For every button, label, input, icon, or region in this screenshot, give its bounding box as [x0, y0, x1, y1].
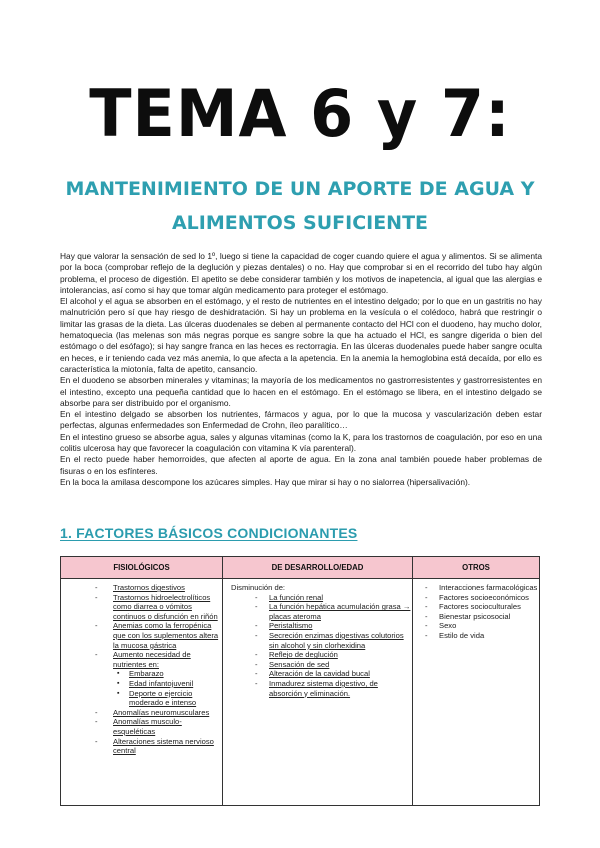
section-heading: 1. FACTORES BÁSICOS CONDICIONANTES [60, 525, 358, 541]
paragraph: En el duodeno se absorben minerales y vitaminas; la mayoría de los medicamentos no gastrorresistentes y gastrorresistentes en el intestino, excepto una pequeña cantidad que lo hacen en el estómago. En el estómago se libera, en el intestino delgado se absorbe para ser distribuido por el organismo. [60, 375, 542, 408]
subtitle-line-1: MANTENIMIENTO DE UN APORTE DE AGUA Y [65, 178, 535, 200]
list-item: - Estilo de vida [413, 631, 539, 641]
column-lead: Disminución de: [231, 583, 286, 592]
body-text [60, 251, 542, 488]
paragraph: En la boca la amilasa descompone los azúcares simples. Hay que mirar si hay o no sialorrea (hipersalivación). [60, 476, 471, 487]
column-fisiologicos [61, 579, 223, 806]
list-item: - Alteración de la cavidad bucal [223, 669, 412, 679]
list-item: - Trastornos digestivos [61, 583, 222, 593]
list-item: - Anomalías musculo-esqueléticas [61, 717, 222, 736]
sub-list-item: ▪ Deporte o ejercicio moderado e intenso [61, 689, 222, 708]
list-item: - Sensación de sed [223, 660, 412, 670]
list-item: - Anomalías neuromusculares [61, 708, 222, 718]
list-item: - La función hepática acumulación grasa → placas ateroma [223, 602, 412, 621]
list-item: - La función renal [223, 593, 412, 603]
list-item: - Trastornos hidroelectrolíticos como diarrea o vómitos continuos o disfunción en riñón [61, 593, 222, 622]
paragraph: En el intestino delgado se absorben los nutrientes, fármacos y agua, por lo que la mucosa y vascularización deben estar perfectas, algunas enfermedades son Enfermedad de Crohn, íleo paralítico… [60, 409, 542, 431]
list-item: - Factores socioculturales [413, 602, 539, 612]
header-otros: OTROS [462, 563, 490, 572]
column-otros [413, 579, 539, 806]
page-title: TEMA 6 y 7: [89, 75, 511, 152]
header-desarrollo-edad: DE DESARROLLO/EDAD [223, 557, 413, 578]
paragraph: El alcohol y el agua se absorben en el estómago, y el resto de nutrientes en el intestino delgado; por lo que en un gastritis no hay malnutrición pero sí que hay riesgo de deshidratación. Si hay un problema en la vesícula o el colédoco, habrá que restringir o limitar las grasas de la dieta. Las úlceras duodenales se deben al permanente contacto del HCl con el duodeno, hay mucho dolor, hematoquecia (las melenas son más negras porque es sangre sobre la que ha actuado el HCl, es sangre digerida o bien del estómago o del esófago); si hay sangre franca en las heces es rectorragia. En las úlceras duodenales puede haber sangre oculta en heces, e ir teniendo cada vez más anemia, lo que afecta a la apetencia. En la anemia la hemoglobina está decaída, por ello es característica la miotonía, falta de apetito, cansancio. [60, 296, 542, 374]
table-body [61, 579, 539, 806]
header-fisiologicos: FISIOLÓGICOS [61, 557, 223, 578]
list-item: - Sexo [413, 621, 539, 631]
list-item: - Inmadurez sistema digestivo, de absorción y eliminación. [223, 679, 412, 698]
list-item: - Alteraciones sistema nervioso central [61, 737, 222, 756]
subtitle [40, 172, 560, 240]
table-header-row [61, 557, 539, 579]
list-item: - Peristaltismo [223, 621, 412, 631]
column-desarrollo-edad [223, 579, 413, 806]
list-item: - Bienestar psicosocial [413, 612, 539, 622]
sub-list-item: ▪ Embarazo [61, 669, 222, 679]
subtitle-line-2: ALIMENTOS SUFICIENTE [171, 212, 429, 234]
list-item: - Secreción enzimas digestivas colutorios sin alcohol y sin clorhexidina [223, 631, 412, 650]
paragraph: Hay que valorar la sensación de sed lo 1º, luego si tiene la capacidad de coger cuando quiere el agua y alimentos. Si se alimenta por la boca (comprobar reflejo de la deglución y piezas dentales) o no. Hay que comprobar si en el recorrido del tubo hay algún problema, el proceso de digestión. El apetito se debe considerar también y los motivos de inapetencia, al igual que las alergias e intolerancias, así como si hay que tomar algún medicamento para proteger el estómago. [60, 251, 542, 295]
list-item: - Aumento necesidad de nutrientes en: [61, 650, 222, 669]
list-item: - Interacciones farmacológicas [413, 583, 539, 593]
list-item: - Anemias como la ferropénica que con los suplementos altera la mucosa gástrica [61, 621, 222, 650]
sub-list-item: ▪ Edad infantojuvenil [61, 679, 222, 689]
paragraph: En el intestino grueso se absorbe agua, sales y algunas vitaminas (como la K, para los trastornos de coagulación, por eso en una colitis ulcerosa hay que favorecer la coagulación con vitamina K vía parenteral). [60, 431, 542, 454]
factors-table [60, 556, 540, 806]
list-item: - Reflejo de deglución [223, 650, 412, 660]
list-item: - Factores socioeconómicos [413, 593, 539, 603]
paragraph: En el recto puede haber hemorroides, que afecten al aporte de agua. En la zona anal también pouede haber problemas de fisuras o en los esfínteres. [60, 454, 542, 476]
